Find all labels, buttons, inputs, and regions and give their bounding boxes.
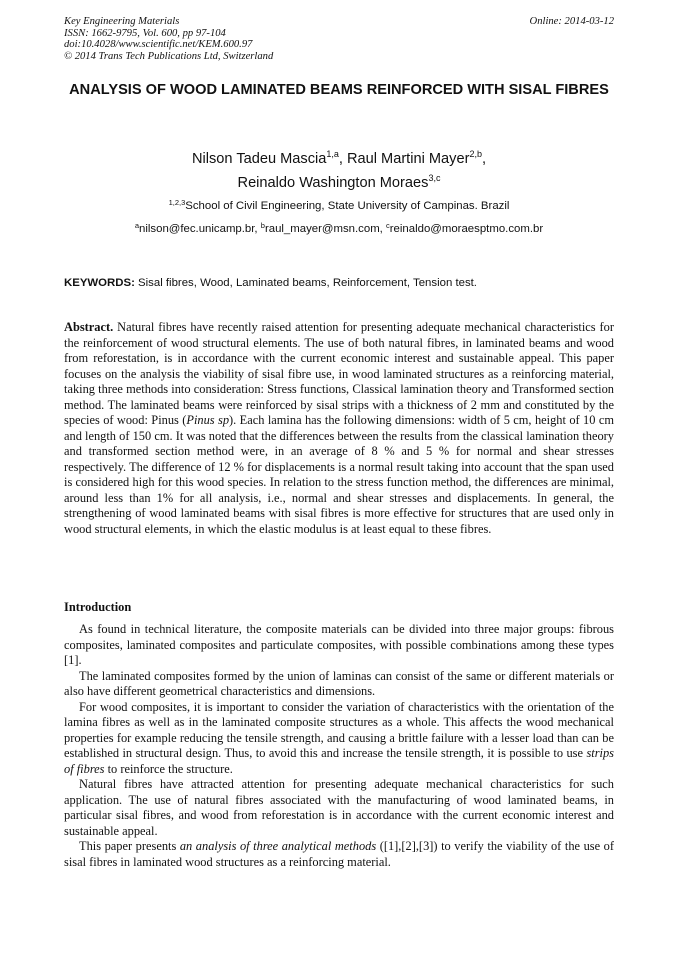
online-date: Online: 2014-03-12 (529, 16, 614, 27)
keywords (64, 275, 614, 291)
paragraph-text: This paper presents (79, 839, 180, 853)
paper-title: ANALYSIS OF WOOD LAMINATED BEAMS REINFORCED WITH SISAL FIBRES (69, 82, 609, 98)
paragraph (64, 700, 614, 778)
author-name: Raul Martini Mayer (346, 151, 470, 167)
journal-header (64, 16, 273, 62)
email-address: reinaldo@moraesptmo.com.br (389, 223, 544, 235)
author-affiliation-mark: 1,a (326, 149, 339, 159)
author-name: Reinaldo Washington Moraes (237, 175, 429, 191)
email-mark: c (386, 221, 390, 230)
abstract-body-cont: ). Each lamina has the following dimensions: width of 5 cm, height of 10 cm and length of 150 cm. It was noted that the differences between the results from the classical lamination theory and transformed section method were, in an average of 8 % and 5 % for normal and shear stresses respectively. The difference of 12 % for displacements is a normal result taking into account that the span used is considered high for this wood species. In relation to the stress function method, the differences are minimal, around less than 1% for all analysis, i.e., normal and shear stresses and displacements. In general, the strengthening of wood laminated beams with sisal fibres is more effective for structures that are used only in wood structural elements, in which the elastic modulus is at least equal to these fibres. (64, 413, 614, 536)
author-emails (64, 221, 614, 237)
introduction-body (64, 622, 614, 870)
abstract (64, 320, 614, 537)
affiliation (64, 198, 614, 214)
abstract-species: Pinus sp (186, 413, 230, 427)
author-affiliation-mark: 3,c (428, 173, 441, 183)
keywords-text: Sisal fibres, Wood, Laminated beams, Reinforcement, Tension test. (134, 277, 477, 289)
keywords-label: KEYWORDS: (64, 277, 135, 289)
paragraph (64, 839, 614, 870)
journal-doi: doi:10.4028/www.scientific.net/KEM.600.97 (64, 39, 253, 51)
author-affiliation-mark: 2,b (469, 149, 482, 159)
email-mark: b (260, 221, 265, 230)
journal-name: Key Engineering Materials (64, 16, 180, 27)
introduction-heading: Introduction (64, 600, 132, 614)
email-address: nilson@fec.unicamp.br, (139, 223, 261, 235)
abstract-body: Natural fibres have recently raised attention for presenting adequate mechanical characteristics for the reinforcement of wood structural elements. The use of both natural fibres, in laminated beams and wood from reforestation, is in accordance with the current economic interest and sustainable appeal. This paper focuses on the analysis the viability of sisal fibre use, in wood laminated structures as a reinforcing material, taking three methods into consideration: Stress functions, Classical lamination theory and Transformed section method. The laminated beams were reinforced by sisal strips with a thickness of 2 mm and constituted by the species of wood: Pinus ( (64, 320, 614, 427)
paragraph: The laminated composites formed by the union of laminas can consist of the same or different materials or also have different geometrical characteristics and dimensions. (64, 668, 614, 698)
affiliation-text: School of Civil Engineering, State University of Campinas. Brazil (185, 200, 510, 212)
emphasis: strips of fibres (64, 746, 614, 776)
author-separator: , (481, 151, 487, 167)
abstract-label: Abstract. (64, 320, 114, 334)
journal-issn: ISSN: 1662-9795, Vol. 600, pp 97-104 (64, 27, 226, 39)
affiliation-mark: 1,2,3 (168, 198, 186, 207)
paragraph-text: For wood composites, it is important to consider the variation of characteristics with the orientation of the lamina fibres as well as in the laminated composite structures as a whole. This affects the wood mechanical properties for example reducing the tensile strength, and causing a brittle failure with a lesser load than can be established in structural design. Thus, to avoid this and increase the tensile strength, it is possible to use (64, 699, 614, 760)
journal-copyright: © 2014 Trans Tech Publications Ltd, Switzerland (64, 50, 274, 62)
paragraph: As found in technical literature, the composite materials can be divided into three major groups: fibrous composites, laminated composites and particulate composites, with possible combinations among these types [1]. (64, 622, 614, 667)
author-separator: , (338, 151, 347, 167)
paragraph: Natural fibres have attracted attention for presenting adequate mechanical characteristics for such application. The use of natural fibres associated with the manufacturing of wood laminated beams, in particular sisal fibres, and wood from reforestation is in accordance with the current economic interest and sustainable appeal. (64, 777, 614, 838)
email-mark: a (134, 221, 140, 230)
paragraph-text: to reinforce the structure. (104, 761, 233, 776)
emphasis: an analysis of three analytical methods (179, 839, 377, 853)
author-list (64, 147, 614, 195)
email-address: raul_mayer@msn.com, (264, 223, 387, 235)
author-name: Nilson Tadeu Mascia (191, 151, 327, 167)
paragraph-text: ([1],[2],[3]) to verify the viability of the use of sisal fibres in laminated wood structures as a reinforcing material. (64, 839, 614, 869)
